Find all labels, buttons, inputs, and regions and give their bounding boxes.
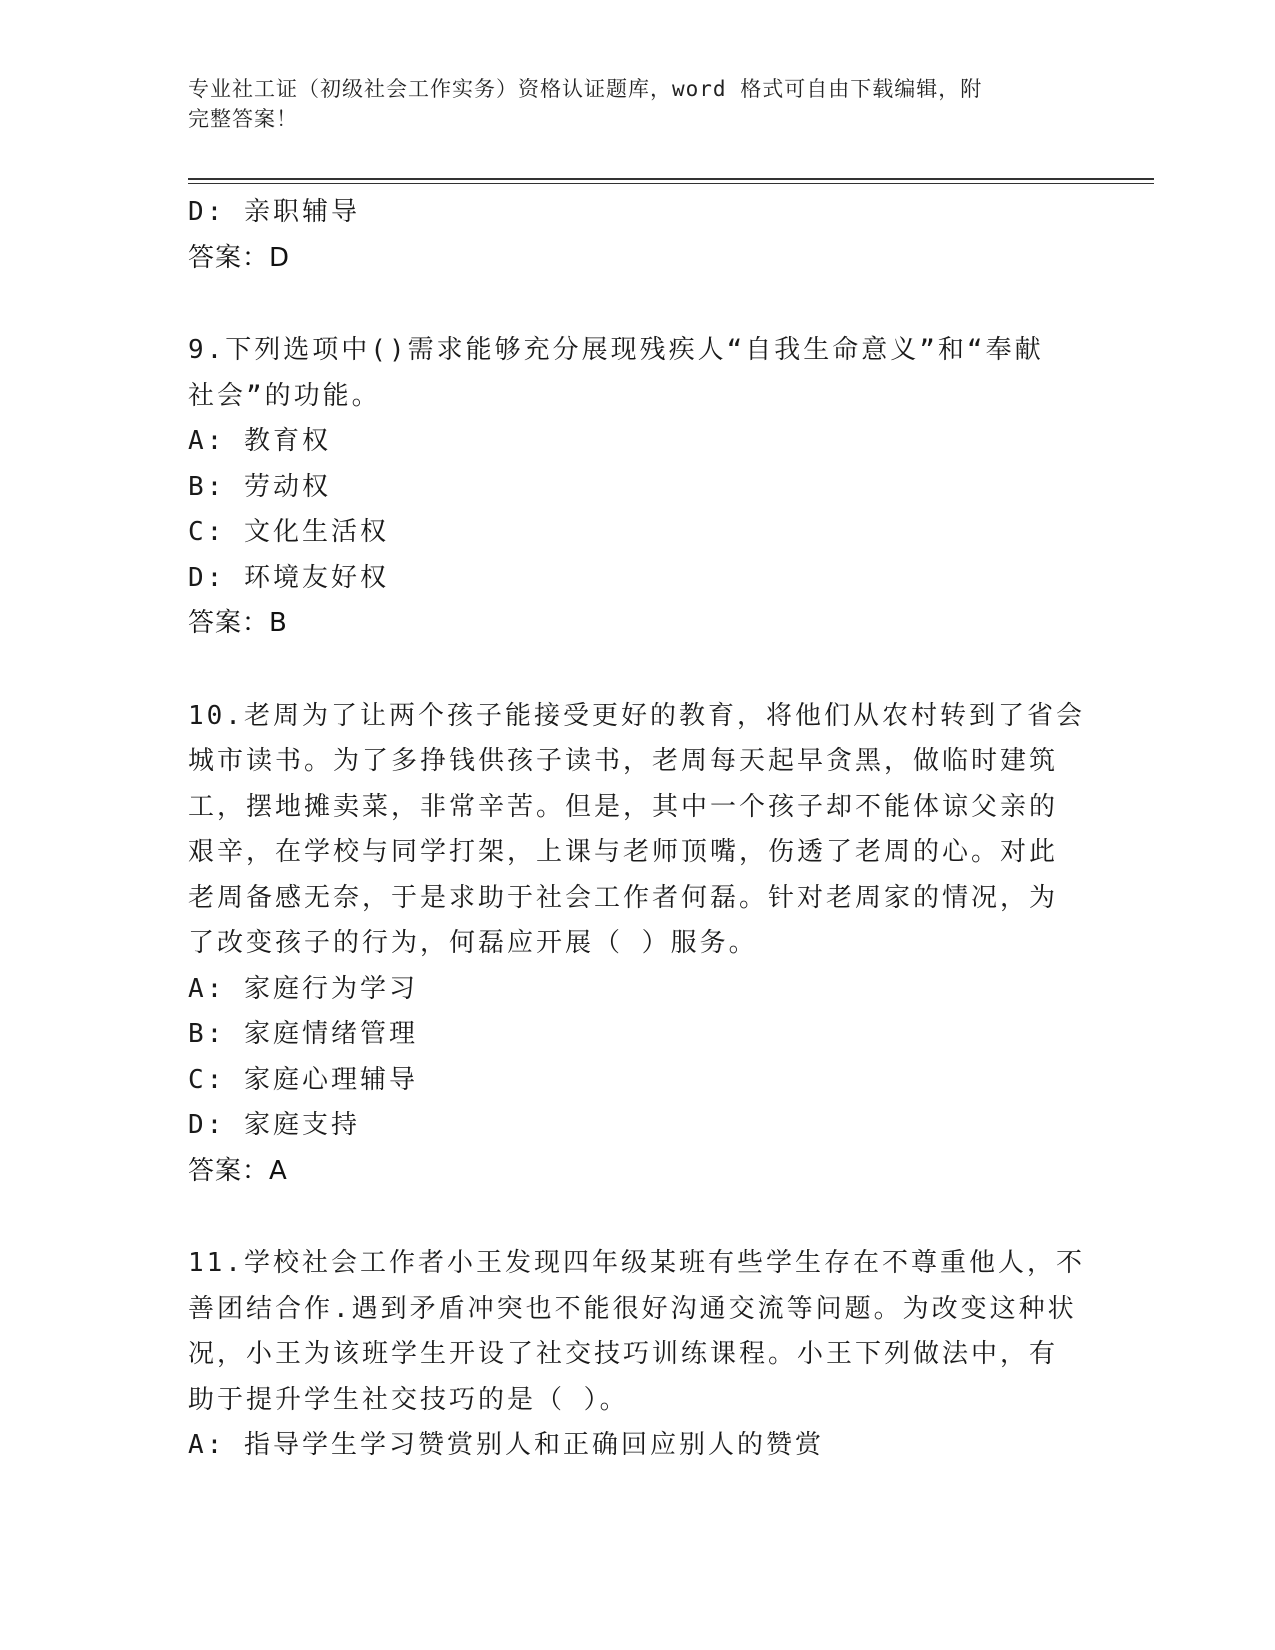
- question-stem-line: 工，摆地摊卖菜，非常辛苦。但是，其中一个孩子却不能体谅父亲的: [188, 791, 1059, 822]
- previous-question-tail: [188, 190, 1088, 281]
- option-d: D: 家庭支持: [188, 1110, 360, 1140]
- question-stem-line: 了改变孩子的行为，何磊应开展（ ）服务。: [188, 928, 758, 958]
- spacer: [188, 281, 1088, 328]
- option-c: C: 家庭心理辅导: [188, 1064, 418, 1095]
- spacer: [188, 647, 1088, 694]
- option-a: A: 教育权: [188, 426, 331, 456]
- header-line-1: 专业社工证（初级社会工作实务）资格认证题库，word 格式可自由下载编辑，附: [188, 77, 983, 101]
- question-stem-line: 老周备感无奈，于是求助于社会工作者何磊。针对老周家的情况，为: [188, 882, 1059, 913]
- question-stem-line: 11.学校社会工作者小王发现四年级某班有些学生存在不尊重他人，不: [188, 1248, 1085, 1278]
- header-divider-thick: [188, 178, 1154, 180]
- header-divider-thin: [188, 183, 1154, 184]
- answer-line: 答案：D: [188, 242, 291, 273]
- option-b: B: 家庭情绪管理: [188, 1019, 418, 1049]
- answer-line: 答案：B: [188, 608, 288, 638]
- answer-line: 答案：A: [188, 1155, 288, 1186]
- option-b: B: 劳动权: [188, 471, 331, 502]
- question-stem-line: 艰辛，在学校与同学打架，上课与老师顶嘴，伤透了老周的心。对此: [188, 837, 1059, 867]
- question-stem-line: 善团结合作.遇到矛盾冲突也不能很好沟通交流等问题。为改变这种状: [188, 1293, 1077, 1324]
- question-stem-line: 10.老周为了让两个孩子能接受更好的教育，将他们从农村转到了省会: [188, 700, 1085, 731]
- question-stem-line: 况，小王为该班学生开设了社交技巧训练课程。小王下列做法中，有: [188, 1339, 1059, 1369]
- page-content: [188, 190, 1088, 1469]
- question-10: [188, 694, 1088, 1195]
- question-stem-line: 助于提升学生社交技巧的是（ ）。: [188, 1384, 629, 1415]
- question-stem-line: 社会”的功能。: [188, 380, 381, 411]
- question-11: [188, 1241, 1088, 1469]
- option-a: A: 家庭行为学习: [188, 973, 418, 1004]
- option-d: D: 环境友好权: [188, 562, 389, 593]
- option-c: C: 文化生活权: [188, 517, 389, 547]
- header-line-2: 完整答案！: [188, 107, 298, 131]
- page-header: [188, 74, 1068, 134]
- option-d: D: 亲职辅导: [188, 197, 360, 227]
- option-a: A: 指导学生学习赞赏别人和正确回应别人的赞赏: [188, 1430, 824, 1460]
- spacer: [188, 1194, 1088, 1241]
- question-stem-line: 城市读书。为了多挣钱供孩子读书，老周每天起早贪黑，做临时建筑: [188, 746, 1059, 776]
- question-9: [188, 328, 1088, 647]
- question-stem-line: 9.下列选项中()需求能够充分展现残疾人“自我生命意义”和“奉献: [188, 335, 1044, 365]
